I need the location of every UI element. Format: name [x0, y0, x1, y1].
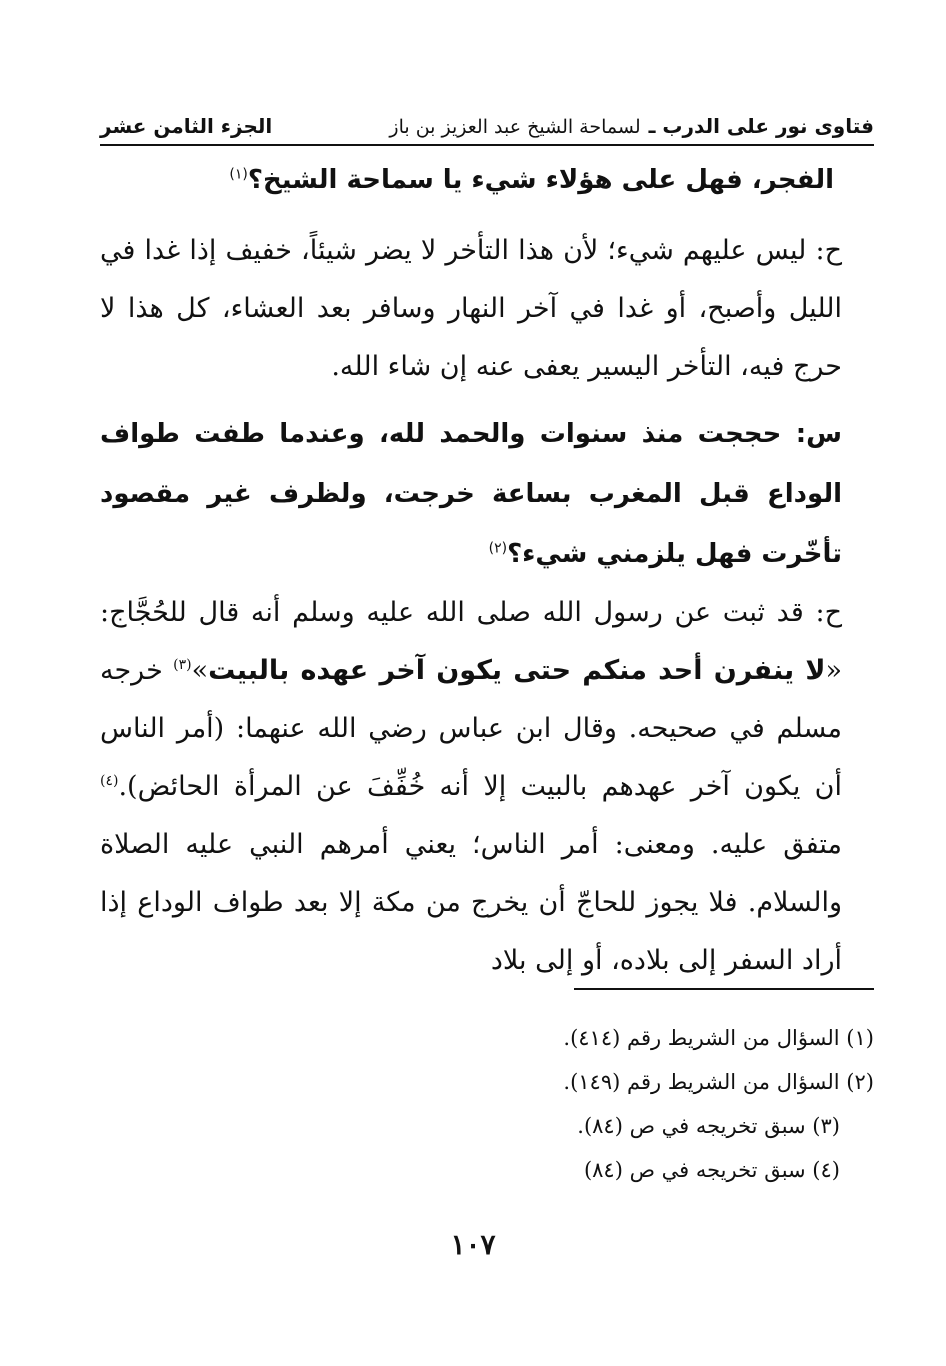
footnote-2: (٢) السؤال من الشريط رقم (١٤٩).	[563, 1070, 874, 1094]
footnotes	[100, 1016, 874, 1192]
answer-2-ibn-abbas: خرجه مسلم في صحيحه. وقال ابن عباس رضي الله عنهما: (أمر الناس أن يكون آخر عهدهم بالبيت إلا أنه خُفِّفَ عن المرأة الحائض).	[100, 655, 842, 802]
footnote-ref-2: (٢)	[488, 540, 508, 557]
footnote-1: (١) السؤال من الشريط رقم (٤١٤).	[563, 1026, 874, 1050]
answer-2-intro: ح: قد ثبت عن رسول الله صلى الله عليه وسلم أنه قال للحُجَّاج: «	[100, 597, 842, 686]
body-text	[100, 150, 874, 998]
footnote-3: (٣) سبق تخريجه في ص (٨٤).	[577, 1114, 840, 1138]
header-part: الجزء الثامن عشر	[100, 114, 273, 138]
question-1-text: الفجر، فهل على هؤلاء شيء يا سماحة الشيخ؟	[247, 165, 834, 195]
question-2	[100, 404, 874, 584]
page-number: ١٠٧	[450, 1228, 496, 1261]
quote-close: »	[191, 655, 209, 686]
answer-1: ح: ليس عليهم شيء؛ لأن هذا التأخر لا يضر شيئاً، خفيف إذا غدا في الليل وأصبح، أو غدا في آخر النهار وسافر بعد العشاء، كل هذا لا حرج فيه، التأخر اليسير يعفى عنه إن شاء الله.	[100, 235, 842, 382]
header-book-title: فتاوى نور على الدرب ـ	[648, 114, 874, 138]
header-author: لسماحة الشيخ عبد العزيز بن باز	[389, 116, 641, 138]
running-header	[100, 100, 874, 146]
answer-2	[100, 584, 874, 990]
footnote-ref-4: (٤)	[100, 773, 119, 789]
question-2-text: س: حججت منذ سنوات والحمد لله، وعندما طفت طواف الوداع قبل المغرب بساعة خرجت، ولظرف غير مقصود تأخّرت فهل يلزمني شيء؟	[100, 419, 842, 569]
hadith-quote: لا ينفرن أحد منكم حتى يكون آخر عهده بالبيت	[208, 655, 826, 686]
footnote-ref-1: (١)	[229, 166, 248, 183]
footnote-4: (٤) سبق تخريجه في ص (٨٤)	[583, 1158, 840, 1182]
footnote-separator	[574, 988, 874, 990]
footnote-ref-3: (٣)	[173, 657, 192, 673]
question-1-continuation	[100, 150, 874, 210]
answer-2-conclusion: متفق عليه. ومعنى: أمر الناس؛ يعني أمرهم النبي عليه الصلاة والسلام. فلا يجوز للحاجّ أن يخرج من مكة إلا بعد طواف الوداع إذا أراد السفر إلى بلاده، أو إلى بلاد	[100, 829, 842, 976]
